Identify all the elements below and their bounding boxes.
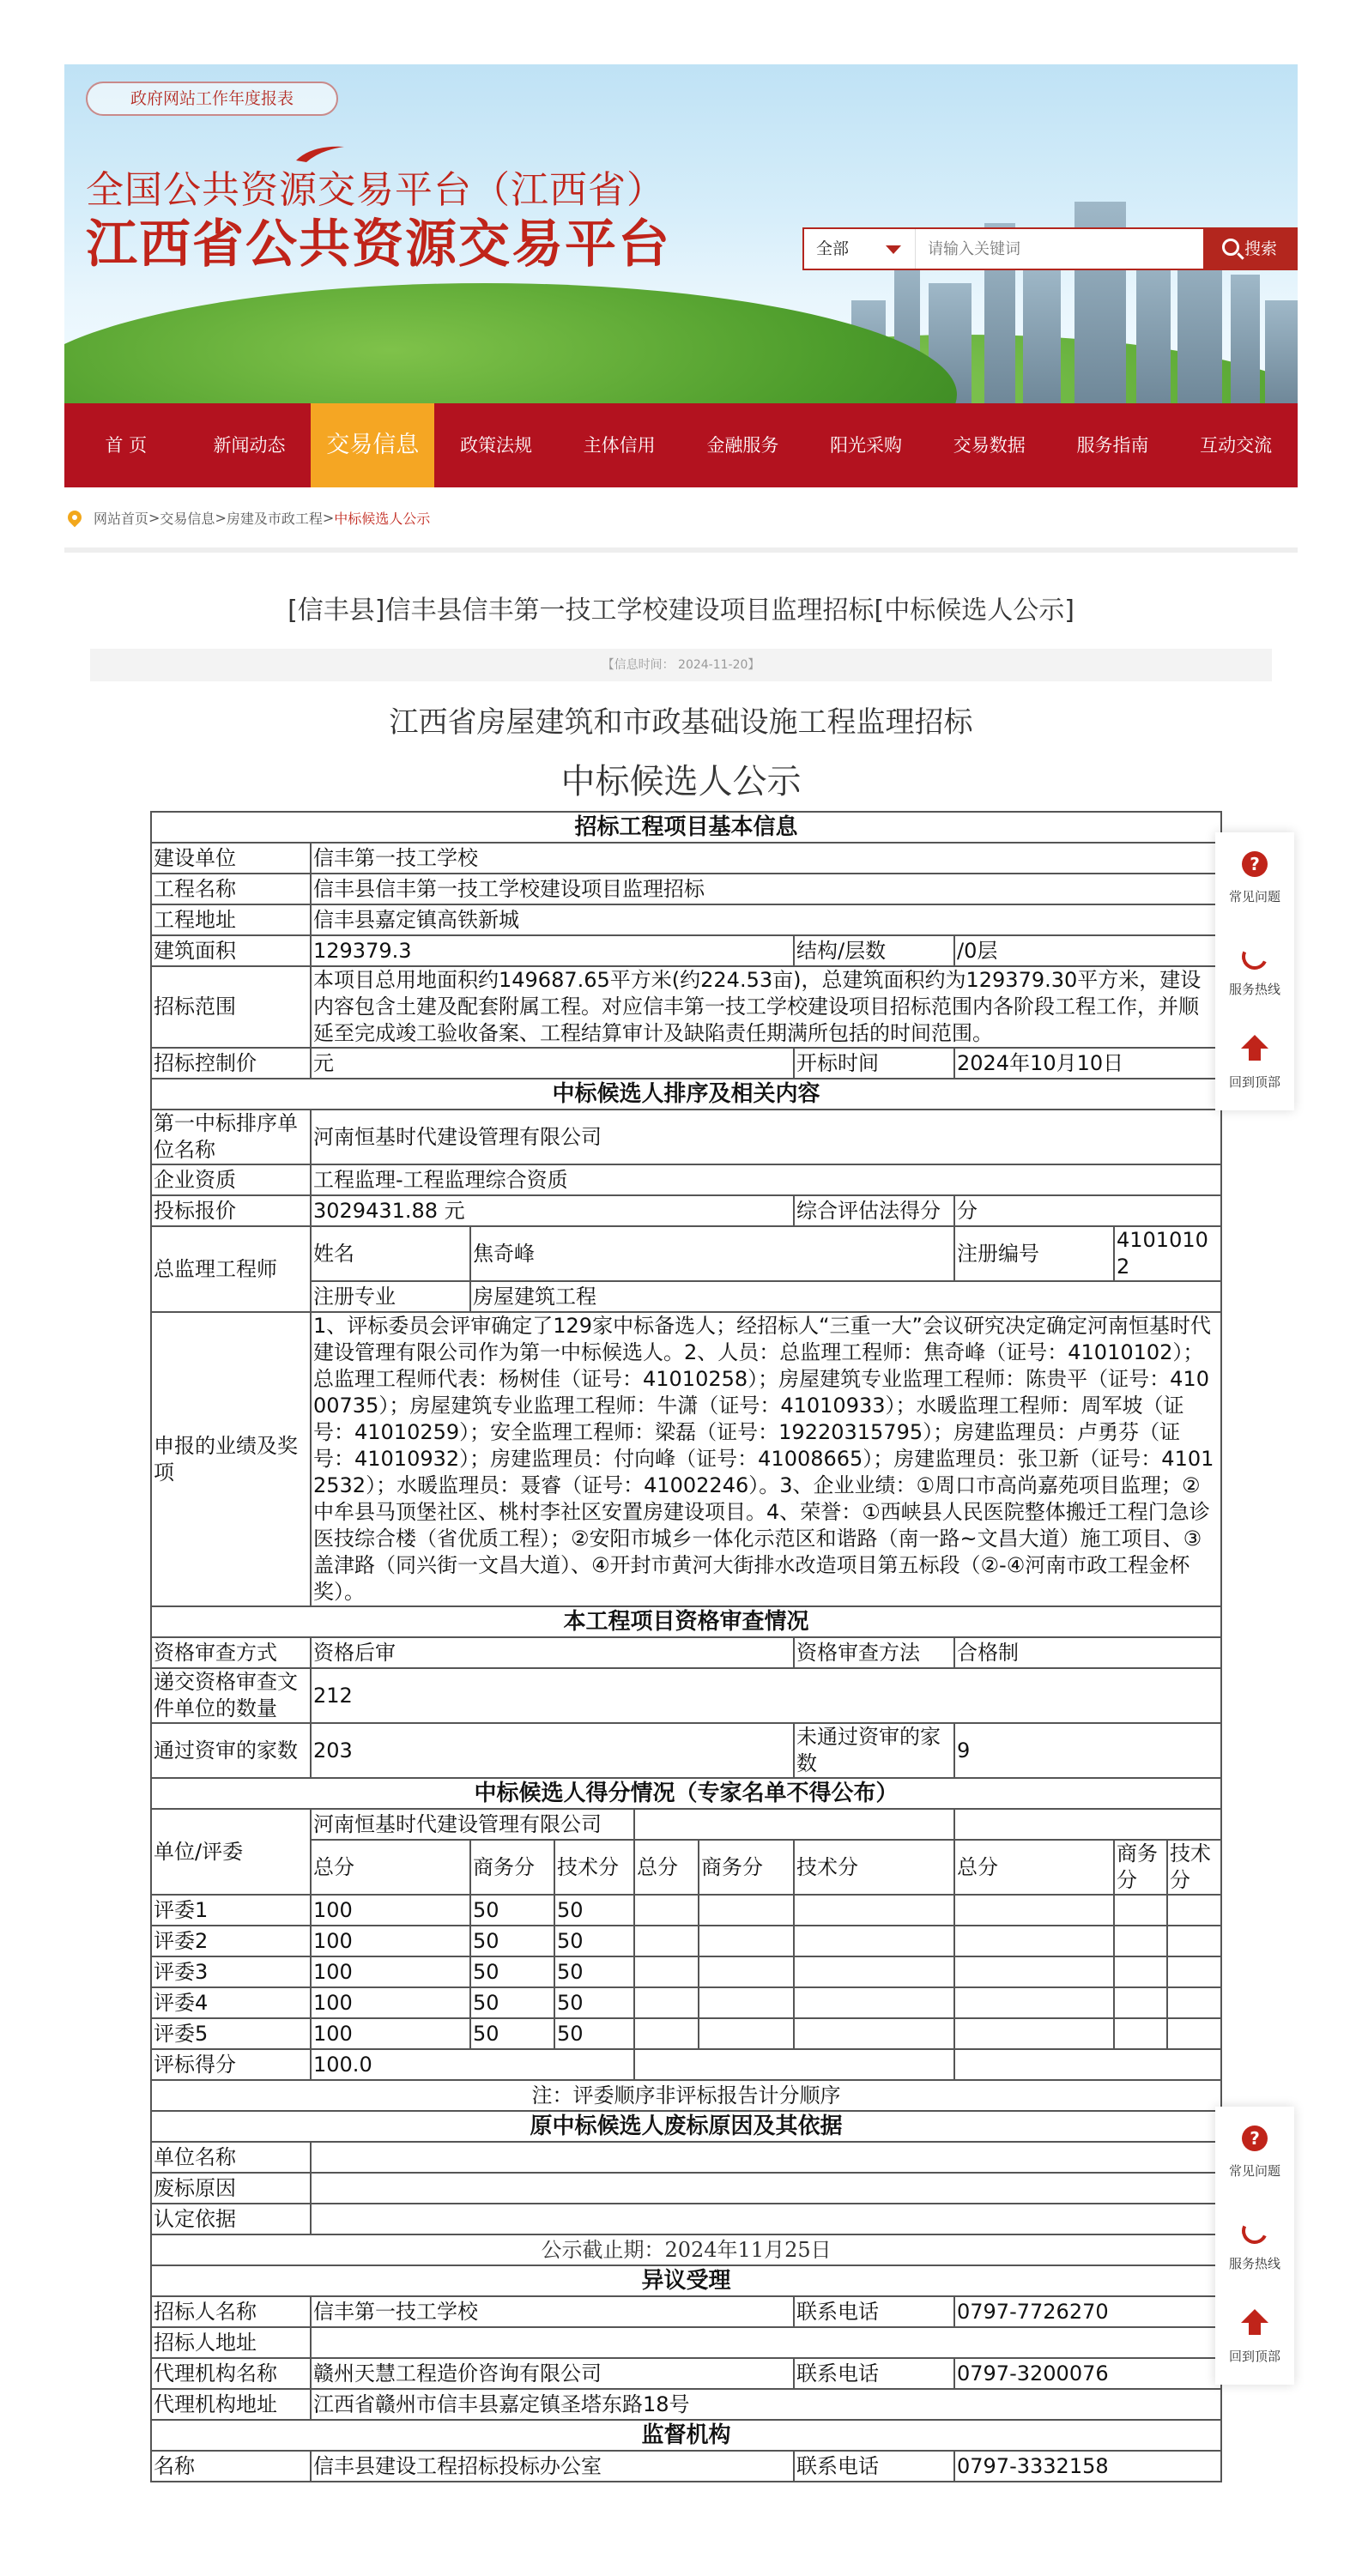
nav-guide[interactable]: 服务指南 [1076,435,1149,456]
breadcrumb-current: 中标候选人公示 [334,510,431,527]
search-button[interactable]: 搜索 [1203,229,1296,269]
article-title: [信丰县]信丰县信丰第一技工学校建设项目监理招标[中标候选人公示] [288,596,1074,626]
control-price-value: 元 [311,1048,794,1079]
submitted-count-value: 212 [311,1668,1221,1723]
tenderer-name-value: 信丰第一技工学校 [311,2296,794,2327]
supervisor-phone-value: 0797-3332158 [954,2451,1221,2482]
back-to-top-button[interactable]: 回到顶部 [1215,1018,1294,1110]
arrow-up-icon [1241,2309,1268,2323]
section-title: 中标候选人排序及相关内容 [151,1079,1221,1110]
header-banner [64,64,1298,403]
search-scope-select[interactable]: 全部 [804,229,916,269]
question-icon: ? [1242,2126,1268,2151]
nav-procurement[interactable]: 阳光采购 [830,435,903,456]
section-title: 原中标候选人废标原因及其依据 [151,2111,1221,2142]
nav-policy[interactable]: 政策法规 [459,435,532,456]
final-score-value: 100.0 [311,2049,634,2080]
annual-report-badge[interactable]: 政府网站工作年度报表 [86,82,338,116]
table-row: 评委2 100 50 50 [151,1926,1221,1956]
section-title: 异议受理 [151,2265,1221,2296]
arrow-up-icon [1241,1035,1268,1049]
engineer-reg-value: 41010102 [1114,1226,1221,1281]
site-title-jiangxi: 江西省公共资源交易平台 [86,215,671,275]
nav-data[interactable]: 交易数据 [953,435,1026,456]
faq-button[interactable]: ? 常见问题 [1215,2107,1294,2199]
location-pin-icon [65,508,85,528]
section-title: 招标工程项目基本信息 [151,812,1221,843]
tender-scope-value: 本项目总用地面积约149687.65平方米(约224.53亩)，总建筑面积约为129379.30平方米，建设内容包含土建及配套附属工程。对应信丰第一技工学校建设项目招标范围内各阶段工程工作，并顺延至完成竣工验收备案、工程结算审计及缺陷责任期满所包括的时间范围。 [311,966,1221,1048]
breadcrumb: 网站首页 > 交易信息 > 房建及市政工程 > 中标候选人公示 [64,487,1298,553]
qualification-value: 工程监理-工程监理综合资质 [311,1164,1221,1195]
table-row: 评委5 100 50 50 [151,2018,1221,2049]
phone-icon [1238,940,1271,973]
faq-button[interactable]: ? 常见问题 [1215,832,1294,925]
score-col-header: 总分 [634,1840,699,1895]
score-col-header: 技术分 [794,1840,954,1895]
question-icon: ? [1242,851,1268,877]
open-time-value: 2024年10月10日 [954,1048,1221,1079]
section-title: 中标候选人得分情况（专家名单不得公布） [151,1778,1221,1809]
agent-phone-value: 0797-3200076 [954,2358,1221,2389]
main-nav [64,403,1298,487]
engineer-name-value: 焦奇峰 [470,1226,954,1281]
project-name-value: 信丰县信丰第一技工学校建设项目监理招标 [311,874,1221,904]
score-company-name: 河南恒基时代建设管理有限公司 [311,1809,634,1840]
nav-interaction[interactable]: 互动交流 [1200,435,1273,456]
score-value: 分 [954,1195,1221,1226]
score-col-header: 总分 [954,1840,1114,1895]
area-value: 129379.3 [311,935,794,966]
phone-icon [1238,2215,1271,2247]
doc-subheading: 中标候选人公示 [560,762,802,801]
structure-value: /0层 [954,935,1221,966]
supervisor-name-value: 信丰县建设工程招标投标办公室 [311,2451,794,2482]
failed-count-value: 9 [954,1723,1221,1778]
performance-value: 1、评标委员会评审确定了129家中标备选人；经招标人“三重一大”会议研究决定确定河南恒基时代建设管理有限公司作为第一中标候选人。2、人员：总监理工程师：焦奇峰（证号：41010102）；总监理工程师代表：杨树佳（证号：41010258）；房屋建筑专业监理工程师：陈贵平（证号：41000735）；房屋建筑专业监理工程师：牛潇（证号：41010933）；水暖监理工程师：周军坡（证号：41010259）；安全监理工程师：梁磊（证号：19220315795）；房建监理员：卢勇芬（证号：41010932）；房建监理员：付向峰（证号：41008665）；房建监理员：张卫新（证号：41012532）；水暖监理员：聂睿（证号：41002246）。3、企业业绩：①周口市高尚嘉苑项目监理；②中牟县马顶堡社区、桃村李社区安置房建设项目。4、荣誉：①西峡县人民医院整体搬迁工程门急诊医技综合楼（省优质工程）；②安阳市城乡一体化示范区和谐路（南一路~文昌大道）施工项目、③盖津路（同兴街一文昌大道）、④开封市黄河大街排水改造项目第五标段（②-④河南市政工程金杯奖）。 [311,1312,1221,1606]
search-bar [802,227,1298,270]
score-col-header: 总分 [311,1840,470,1895]
nav-finance[interactable]: 金融服务 [706,435,779,456]
table-row: 评委1 100 50 50 [151,1895,1221,1926]
tenderer-address-value [311,2327,1221,2358]
nav-credit[interactable]: 主体信用 [583,435,656,456]
breadcrumb-home[interactable]: 网站首页 [94,510,149,527]
section-title: 监督机构 [151,2420,1221,2451]
site-title-national: 全国公共资源交易平台（江西省） [86,168,665,212]
side-toolbar [1215,2107,1294,2385]
deadline-text: 公示截止期：2024年11月25日 [151,2234,1221,2265]
side-toolbar [1215,832,1294,1110]
agent-address-value: 江西省赣州市信丰县嘉定镇圣塔东路18号 [311,2389,1221,2420]
bid-price-value: 3029431.88 元 [311,1195,794,1226]
table-row: 评委4 100 50 50 [151,1987,1221,2018]
score-col-header: 商务分 [470,1840,554,1895]
breadcrumb-trading-info[interactable]: 交易信息 [160,510,215,527]
doc-heading: 江西省房屋建筑和市政基础设施工程监理招标 [389,705,973,740]
passed-count-value: 203 [311,1723,794,1778]
notice-table: 招标工程项目基本信息 建设单位 信丰第一技工学校 工程名称 信丰县信丰第一技工学校建设项目监理招标 工程地址 信丰县嘉定镇高铁新城 建筑面积 129379.3 结构/层数 /0层 招标范围 本项目总用地面积约149687.65平方米(约224.53亩)，总建筑面积约为129379.30平方米，建设内容包含土建及配套附属工程。对应信丰第一技工学校建设项目招标范围内各阶段工程工作，并顺延至完成竣工验收备案、工程结算审计及缺陷责任期满所包括的时间范围。 招标控制价 元 开标时间 2024年10月10日 中标候选人排序及相关内容 第一中标排序单位名称 河南恒基时代建设管理有限公司 企业资质 工程监理-工程监理综合资质 投标报价 3029431.88 元 综合评估法得分 分 总监理工程师 姓名 焦奇峰 注册编号 41010102 注册专业 房屋建筑工程 申报的业绩及奖项 1、评标委员会评审确定了129家中标备选人；经招标人“三重一大”会议研究决定确定河南恒基时代建设管理有限公司作为第一中标候选人。2、人员：总监理工程师：焦奇峰（证号：41010102）；总监理工程师代表：杨树佳（证号：41010258）；房屋建筑专业监理工程师：陈贵平（证号：41000735）；房屋建筑专业监理工程师：牛潇（证号：41010933）；水暖监理工程师：周军坡（证号：41010259）；安全监理工程师：梁磊（证号：19220315795）；房建监理员：卢勇芬（证号：41010932）；房建监理员：付向峰（证号：41008665）；房建监理员：张卫新（证号：41012532）；水暖监理员：聂睿（证号：41002246）。3、企业业绩：①周口市高尚嘉苑项目监理；②中牟县马顶堡社区、桃村李社区安置房建设项目。4、荣誉：①西峡县人民医院整体搬迁工程门急诊医技综合楼（省优质工程）；②安阳市城乡一体化示范区和谐路（南一路~文昌大道）施工项目、③盖津路（同兴街一文昌大道）、④开封市黄河大街排水改造项目第五标段（②-④河南市政工程金杯奖）。 本工程项目资格审查情况 资格审查方式 资格后审 资格审查方法 合格制 递交资格审查文件单位的数量 212 通过资审的家数 203 未通过资审的家数 9 中标候选人得分情况（专家名单不得公布） 单位/评委 河南恒基时代建设管理有限公司 总分 商务分 技术分 总分 商务分 技术分 总分 商务分 技术分 评委1 100 50 50 评委2 100 50 50 评委3 100 50 50 评委4 100 50 50 评委5 100 50 50 评标得分 100.0 注：评委顺序非评标报告计分顺序 原中标候选人废标原因及其依据 单位名称 废标原因 认定依据 公示截止期：2024年11月25日 异议受理 招标人名称 信丰第一技工学校 联系电话 0797-7726270 招标人地址 代理机构名称 赣州天慧工程造价咨询有限公司 联系电话 0797-3200076 代理机构地址 江西省赣州市信丰县嘉定镇圣塔东路18号 监督机构 名称 信丰县建设工程招标投标办公室 联系电话 0797-3332158 [150,811,1222,2482]
section-title: 本工程项目资格审查情况 [151,1606,1221,1637]
page-wrapper [64,64,1298,803]
score-col-header: 商务分 [699,1840,794,1895]
search-input[interactable] [916,229,1203,269]
nav-news[interactable]: 新闻动态 [213,435,286,456]
chevron-down-icon [886,245,901,254]
article-time: 【信息时间： 2024-11-20】 [90,649,1272,681]
score-col-header: 技术分 [554,1840,634,1895]
search-icon [1222,239,1239,256]
nav-home[interactable]: 首 页 [105,435,148,456]
table-row: 评委3 100 50 50 [151,1956,1221,1987]
back-to-top-button[interactable]: 回到顶部 [1215,2292,1294,2385]
first-candidate-value: 河南恒基时代建设管理有限公司 [311,1110,1221,1164]
engineer-major-value: 房屋建筑工程 [470,1281,1221,1312]
breadcrumb-housing[interactable]: 房建及市政工程 [226,510,323,527]
hotline-button[interactable]: 服务热线 [1215,925,1294,1018]
review-method-value: 合格制 [954,1637,1221,1668]
score-note: 注：评委顺序非评标报告计分顺序 [151,2080,1221,2111]
hotline-button[interactable]: 服务热线 [1215,2199,1294,2292]
score-col-header: 技术分 [1167,1840,1221,1895]
project-address-value: 信丰县嘉定镇高铁新城 [311,904,1221,935]
agent-name-value: 赣州天慧工程造价咨询有限公司 [311,2358,794,2389]
review-mode-value: 资格后审 [311,1637,794,1668]
owner-value: 信丰第一技工学校 [311,843,1221,874]
nav-trading-info[interactable]: 交易信息 [311,403,434,487]
score-col-header: 商务分 [1114,1840,1167,1895]
tenderer-phone-value: 0797-7726270 [954,2296,1221,2327]
